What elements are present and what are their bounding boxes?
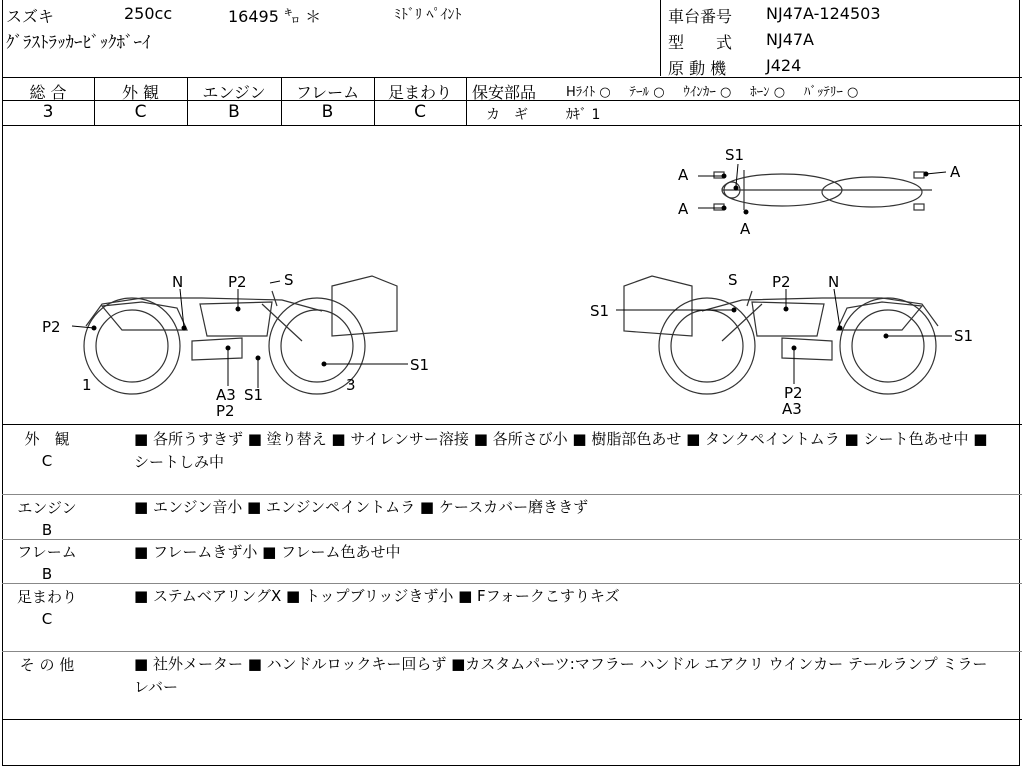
score-exterior: C [134, 102, 147, 122]
type-label: 型 式 [668, 33, 733, 52]
label-left-p2: P2 [228, 273, 247, 291]
note-category-exterior [8, 428, 86, 472]
label-right-s1: S1 [954, 327, 974, 345]
label-top-a: A [950, 163, 961, 181]
label-top-a: A [740, 220, 751, 238]
score-engine: B [228, 102, 240, 122]
leader-lines [72, 164, 952, 388]
divider [2, 539, 1022, 540]
safety-item-horn [750, 81, 785, 100]
label-left-p2: P2 [216, 402, 235, 420]
safety-item-mark: ○ [653, 85, 665, 100]
score-header-engine: エンジン [202, 83, 266, 102]
label-right-n: N [828, 273, 840, 291]
note-category-engine [8, 497, 86, 541]
motorcycle-right-view [624, 276, 938, 394]
category-grade: C [41, 610, 53, 628]
divider [2, 494, 1022, 495]
safety-item-mark: ○ [599, 85, 611, 100]
frame-number: NJ47A-124503 [766, 4, 881, 23]
score-header-overall: 総 合 [29, 83, 67, 102]
safety-item-taillight [630, 81, 665, 100]
category-label: エンジン [17, 499, 77, 517]
safety-item-label: ﾎｰﾝ [750, 85, 770, 100]
label-right-s: S [728, 271, 738, 289]
category-grade: B [41, 521, 53, 539]
label-left-3: 3 [346, 376, 356, 394]
safety-item-mark: ○ [719, 85, 732, 100]
frame-label: 車台番号 [668, 7, 733, 26]
category-label: 外 観 [24, 430, 70, 448]
motorcycle-top-view [714, 170, 932, 210]
category-grade: C [41, 452, 53, 470]
divider [2, 651, 1022, 652]
label-right-a3: A3 [782, 400, 802, 418]
mileage: 16495 ㌔ ＊ [228, 7, 322, 26]
category-label: そ の 他 [19, 656, 75, 674]
label-left-s1: S1 [244, 386, 264, 404]
engine-label: 原 動 機 [668, 59, 727, 78]
maker: スズキ [6, 7, 55, 26]
score-header-frame: フレーム [295, 83, 360, 102]
safety-item-label: Hﾗｲﾄ [566, 85, 596, 100]
score-suspension: C [414, 102, 426, 122]
note-category-suspension [8, 586, 86, 630]
note-text-other: ■ 社外メーター ■ ハンドルロックキー回らず ■カスタムパーツ:マフラー ハンドル エアクリ ウインカー テールランプ ミラー レバー [134, 655, 988, 696]
engine-value: J424 [766, 56, 802, 75]
divider [466, 77, 467, 125]
safety-item-headlight [566, 81, 611, 100]
note-text-suspension: ■ ステムベアリングX ■ トップブリッジきず小 ■ Fフォークこすりキズ [134, 587, 620, 605]
label-right-p2: P2 [784, 384, 803, 402]
label-left-a3: A3 [216, 386, 236, 404]
note-text-frame: ■ フレームきず小 ■ フレーム色あせ中 [134, 543, 401, 561]
label-left-s1: S1 [410, 356, 430, 374]
label-right-p2: P2 [772, 273, 791, 291]
safety-item-battery [804, 81, 858, 100]
category-label: 足まわり [16, 588, 77, 606]
safety-item-label: ﾊﾞｯﾃﾘｰ [803, 85, 843, 100]
label-right-s1: S1 [590, 302, 610, 320]
score-header-exterior: 外 観 [121, 83, 160, 102]
label-left-s: S [284, 271, 294, 289]
safety-item-mark: ○ [846, 85, 859, 100]
divider [2, 424, 1022, 425]
safety-items [566, 81, 872, 100]
label-left-n: N [172, 273, 184, 291]
model-name: ｸﾞﾗｽﾄﾗｯｶｰﾋﾞｯｸﾎﾞｰｲ [6, 33, 151, 53]
label-left-1: 1 [82, 376, 92, 394]
damage-diagram [2, 126, 1020, 424]
divider [2, 77, 1022, 78]
safety-label: 保安部品 [472, 83, 537, 102]
category-grade: B [41, 565, 53, 583]
note-text-engine: ■ エンジン音小 ■ エンジンペイントムラ ■ ケースカバー磨ききず [134, 498, 589, 516]
safety-item-label: ﾃｰﾙ [629, 85, 650, 100]
divider [2, 719, 1022, 720]
label-top-a: A [678, 166, 689, 184]
divider [2, 583, 1022, 584]
note-category-other [8, 654, 86, 676]
score-overall: 3 [42, 102, 54, 122]
label-left-p2: P2 [42, 318, 61, 336]
safety-item-mark: ○ [773, 85, 786, 100]
score-frame: B [321, 102, 334, 122]
color: ﾐﾄﾞﾘ ﾍﾟｲﾝﾄ [394, 7, 462, 23]
key-value: ｶｷﾞ 1 [566, 107, 601, 123]
category-label: フレーム [17, 543, 77, 561]
note-category-frame [8, 541, 86, 585]
displacement: 250cc [124, 4, 173, 23]
note-text-exterior: ■ 各所うすきず ■ 塗り替え ■ サイレンサー溶接 ■ 各所さび小 ■ 樹脂部色あせ ■ タンクペイントムラ ■ シート色あせ中 ■ シートしみ中 [134, 430, 988, 471]
header-divider [660, 0, 661, 76]
label-top-a: A [678, 200, 689, 218]
safety-item-label: ｳｲﾝｶｰ [683, 85, 716, 100]
score-header-suspension: 足まわり [387, 83, 452, 102]
divider [466, 100, 1020, 101]
type-value: NJ47A [766, 30, 814, 49]
safety-item-winker [683, 81, 731, 100]
label-top-s1: S1 [725, 146, 745, 164]
damage-points [92, 172, 929, 367]
key-label: カ ギ [486, 107, 528, 123]
